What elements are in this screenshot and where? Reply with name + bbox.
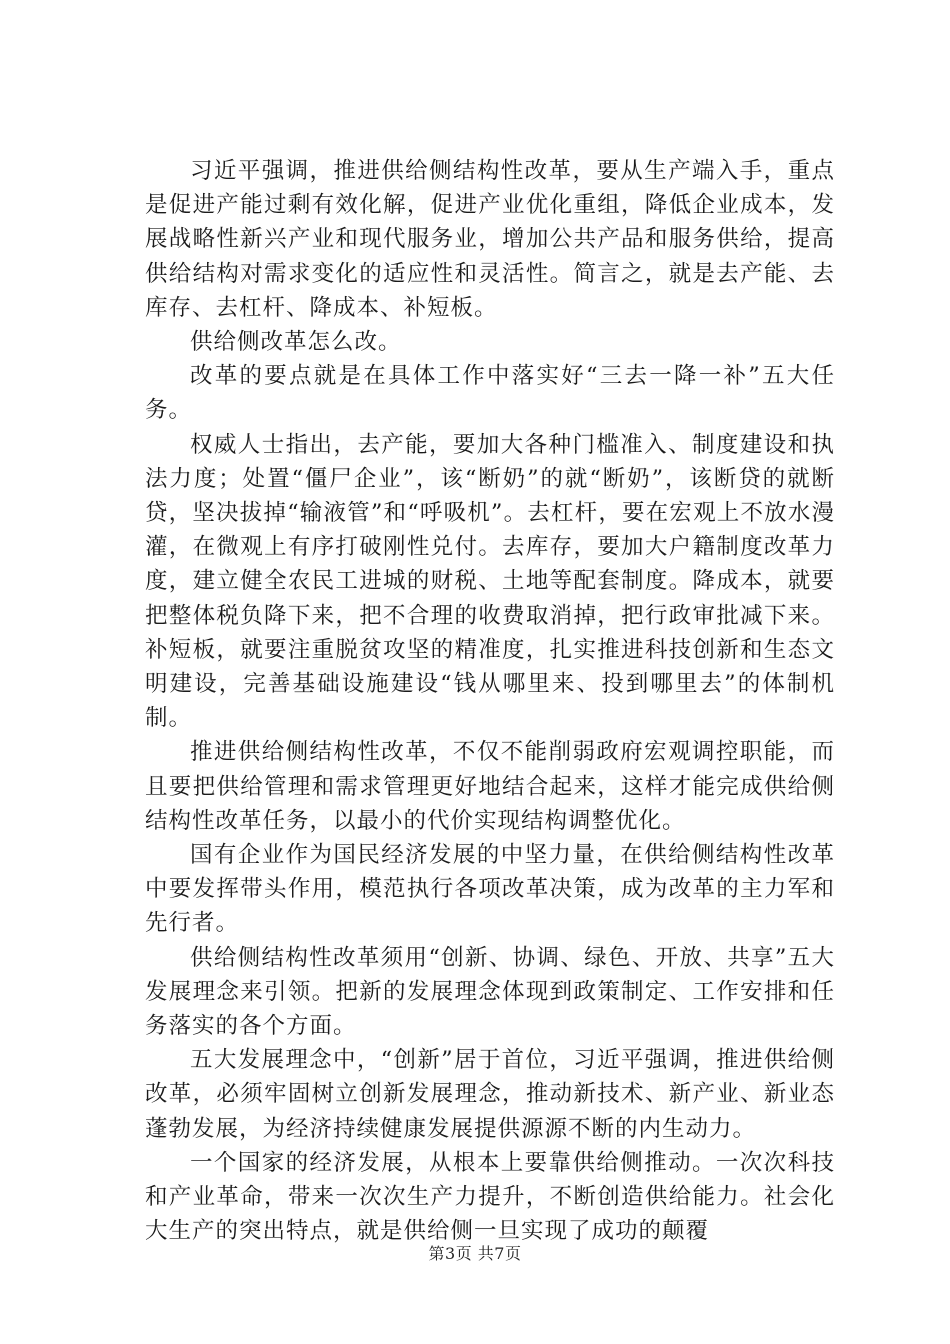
document-body: [145, 154, 835, 1249]
paragraph-8: 五大发展理念中，“创新”居于首位，习近平强调，推进供给侧改革，必须牢固树立创新发展理念，推动新技术、新产业、新业态蓬勃发展，为经济持续健康发展提供源源不断的内生动力。: [145, 1047, 835, 1142]
paragraph-5: 推进供给侧结构性改革，不仅不能削弱政府宏观调控职能，而且要把供给管理和需求管理更好地结合起来，这样才能完成供给侧结构性改革任务，以最小的代价实现结构调整优化。: [145, 739, 835, 834]
paragraph-4: 权威人士指出，去产能，要加大各种门槛准入、制度建设和执法力度；处置“僵尸企业”，该“断奶”的就“断奶”，该断贷的就断贷，坚决拔掉“输液管”和“呼吸机”。去杠杆，要在宏观上不放水漫灌，在微观上有序打破刚性兑付。去库存，要加大户籍制度改革力度，建立健全农民工进城的财税、土地等配套制度。降成本，就要把整体税负降下来，把不合理的收费取消掉，把行政审批减下来。补短板，就要注重脱贫攻坚的精准度，扎实推进科技创新和生态文明建设，完善基础设施建设“钱从哪里来、投到哪里去”的体制机制。: [145, 431, 835, 732]
paragraph-1: 习近平强调，推进供给侧结构性改革，要从生产端入手，重点是促进产能过剩有效化解，促进产业优化重组，降低企业成本，发展战略性新兴产业和现代服务业，增加公共产品和服务供给，提高供给结构对需求变化的适应性和灵活性。简言之，就是去产能、去库存、去杠杆、降成本、补短板。: [145, 158, 835, 321]
paragraph-7: 供给侧结构性改革须用“创新、协调、绿色、开放、共享”五大发展理念来引领。把新的发展理念体现到政策制定、工作安排和任务落实的各个方面。: [145, 944, 835, 1040]
paragraph-3: 改革的要点就是在具体工作中落实好“三去一降一补”五大任务。: [145, 363, 835, 424]
paragraph-6: 国有企业作为国民经济发展的中坚力量，在供给侧结构性改革中要发挥带头作用，模范执行各项改革决策，成为改革的主力军和先行者。: [145, 842, 835, 937]
paragraph-2: 供给侧改革怎么改。: [190, 329, 402, 356]
page-number-footer: 第3页 共7页: [428, 1244, 522, 1263]
paragraph-9: 一个国家的经济发展，从根本上要靠供给侧推动。一次次科技和产业革命，带来一次次生产力提升，不断创造供给能力。社会化大生产的突出特点，就是供给侧一旦实现了成功的颠覆: [145, 1149, 835, 1245]
